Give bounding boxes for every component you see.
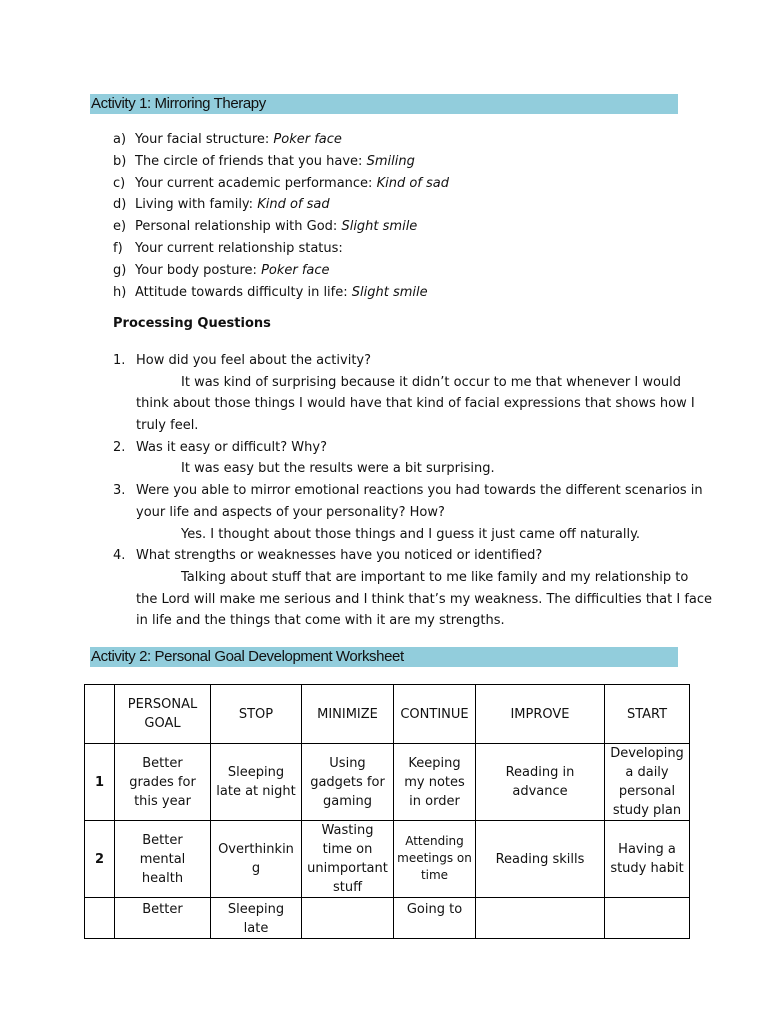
table-header-row bbox=[85, 685, 690, 744]
processing-questions-heading: Processing Questions bbox=[113, 316, 271, 331]
answer-4-line: Talking about stuff that are important to me like family and my relationship to bbox=[181, 569, 689, 585]
answer-1-line: think about those things I would have that kind of facial expressions that shows how I bbox=[136, 396, 695, 412]
processing-questions-list bbox=[113, 350, 713, 632]
question-2: 2. Was it easy or difficult? Why? bbox=[113, 439, 327, 455]
answer-4-line: the Lord will make me serious and I think that’s my weakness. The difficulties that I face bbox=[136, 591, 713, 607]
table-cell: Sleeping late at night bbox=[211, 744, 302, 821]
answer-1-line: truly feel. bbox=[136, 418, 199, 434]
column-header: CONTINUE bbox=[394, 685, 476, 744]
question-4: 4. What strengths or weaknesses have you noticed or identified? bbox=[113, 548, 543, 564]
table-cell: Reading skills bbox=[476, 821, 605, 898]
column-header: STOP bbox=[211, 685, 302, 744]
column-header: START bbox=[605, 685, 690, 744]
activity-2-heading: Activity 2: Personal Goal Development Worksheet bbox=[90, 647, 678, 667]
answer-4-line: in life and the things that come with it are my strengths. bbox=[136, 613, 505, 629]
list-item: e) Personal relationship with God: Slight smile bbox=[113, 219, 418, 235]
activity-1-list bbox=[113, 129, 449, 303]
answer-3-line: Yes. I thought about those things and I guess it just came off naturally. bbox=[181, 526, 641, 542]
table-cell: Having a study habit bbox=[605, 821, 690, 898]
table-row bbox=[85, 898, 690, 939]
list-item: g) Your body posture: Poker face bbox=[113, 262, 330, 278]
answer-1-line: It was kind of surprising because it didn’t occur to me that whenever I would bbox=[181, 374, 682, 390]
goal-worksheet-table bbox=[84, 684, 690, 939]
table-cell: Reading in advance bbox=[476, 744, 605, 821]
table-row bbox=[85, 821, 690, 898]
row-number: 2 bbox=[85, 821, 115, 898]
column-header bbox=[85, 685, 115, 744]
list-item: h) Attitude towards difficulty in life: Slight smile bbox=[113, 284, 428, 300]
list-item: a) Your facial structure: Poker face bbox=[113, 132, 342, 147]
column-header: IMPROVE bbox=[476, 685, 605, 744]
table-cell: Better mental health bbox=[115, 821, 211, 898]
table-cell: Developing a daily personal study plan bbox=[605, 744, 690, 821]
list-item: f) Your current relationship status: bbox=[113, 240, 343, 256]
table-cell: Better grades for this year bbox=[115, 744, 211, 821]
table-cell: Wasting time on unimportant stuff bbox=[302, 821, 394, 898]
question-3: 3. Were you able to mirror emotional reactions you had towards the different scenarios in bbox=[113, 483, 703, 499]
list-item: d) Living with family: Kind of sad bbox=[113, 197, 330, 213]
table-cell: Going to bbox=[394, 898, 476, 939]
row-number: 1 bbox=[85, 744, 115, 821]
column-header: PERSONAL GOAL bbox=[115, 685, 211, 744]
table-cell: Overthinking bbox=[211, 821, 302, 898]
table-cell: Better bbox=[115, 898, 211, 939]
answer-2-line: It was easy but the results were a bit surprising. bbox=[181, 461, 495, 477]
table-cell: Keeping my notes in order bbox=[394, 744, 476, 821]
table-cell: Sleeping late bbox=[211, 898, 302, 939]
list-item: b) The circle of friends that you have: Smiling bbox=[113, 153, 415, 169]
table-cell bbox=[605, 898, 690, 939]
row-number bbox=[85, 898, 115, 939]
table-cell bbox=[302, 898, 394, 939]
list-item: c) Your current academic performance: Kind of sad bbox=[113, 175, 449, 191]
question-3-line: your life and aspects of your personality? How? bbox=[136, 504, 445, 520]
column-header: MINIMIZE bbox=[302, 685, 394, 744]
table-cell bbox=[476, 898, 605, 939]
table-row bbox=[85, 744, 690, 821]
table-cell: Using gadgets for gaming bbox=[302, 744, 394, 821]
table-cell bbox=[394, 821, 476, 898]
activity-1-heading: Activity 1: Mirroring Therapy bbox=[90, 94, 678, 114]
question-1: 1. How did you feel about the activity? bbox=[113, 353, 372, 368]
cell-text: Attending meetings on time bbox=[397, 834, 472, 882]
